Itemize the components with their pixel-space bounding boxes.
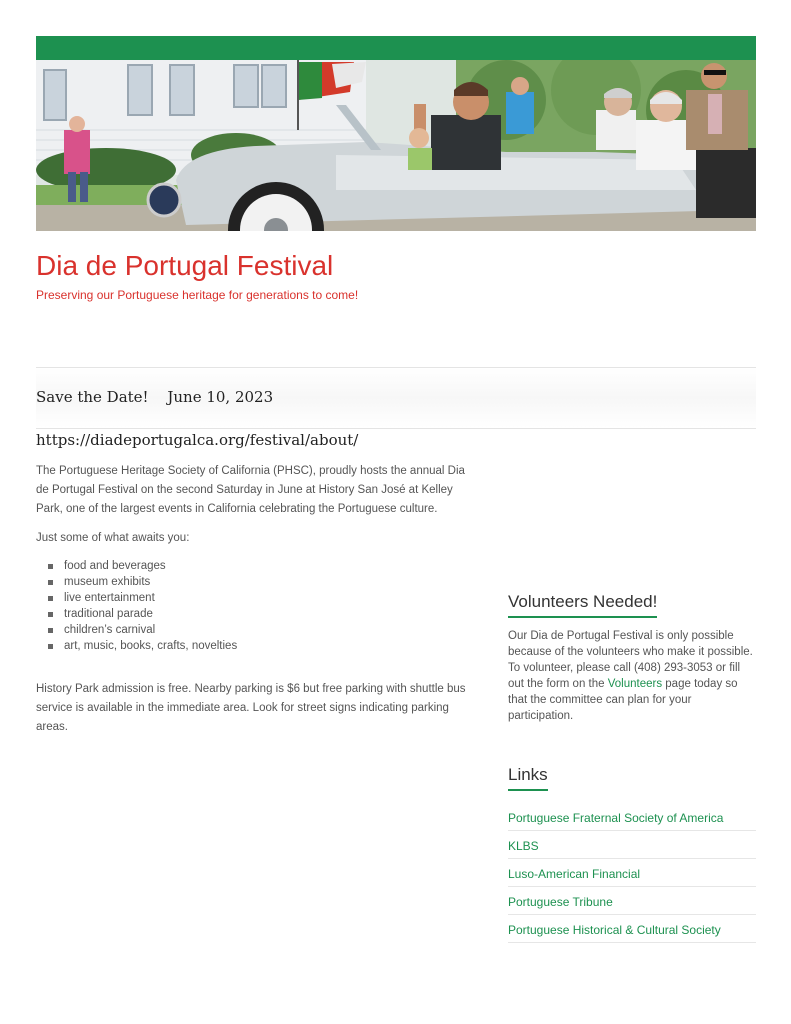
list-item: traditional parade	[46, 606, 476, 622]
list-item	[508, 859, 756, 887]
volunteers-text	[508, 628, 756, 724]
save-the-date	[36, 388, 273, 406]
links-widget	[508, 765, 756, 943]
main-content	[36, 462, 476, 747]
intro-paragraph: The Portuguese Heritage Society of California (PHSC), proudly hosts the annual Dia de Portugal Festival on the second Saturday in June at History San José at Kelley Park, one of the largest events in California celebrating the Portuguese culture.	[36, 465, 465, 515]
event-date: June 10, 2023	[167, 388, 274, 406]
list-item: art, music, books, crafts, novelties	[46, 638, 476, 654]
list-item	[508, 887, 756, 915]
header-accent-bar	[36, 36, 756, 60]
parade-car-photo	[36, 60, 756, 231]
save-the-date-banner	[36, 367, 756, 429]
list-item	[508, 803, 756, 831]
save-date-label: Save the Date!	[36, 388, 149, 406]
site-tagline: Preserving our Portuguese heritage for generations to come!	[36, 288, 359, 302]
list-heading: Just some of what awaits you:	[36, 532, 190, 544]
hero-photo	[36, 60, 756, 231]
links-list	[508, 803, 756, 943]
links-title: Links	[508, 765, 548, 791]
link-luso-american-financial[interactable]: Luso-American Financial	[508, 867, 641, 881]
volunteers-widget	[508, 592, 756, 724]
volunteers-text-before: Our Dia de Portugal Festival is only possible because of the volunteers who make it possible. To volunteer, please call (408) 293-3053 or fill out the form on the	[508, 630, 753, 690]
list-item: children’s carnival	[46, 622, 476, 638]
volunteers-text-after: page today so that the committee can plan for your participation.	[508, 678, 738, 722]
page-url: https://diadeportugalca.org/festival/about/	[36, 431, 359, 449]
list-item	[508, 915, 756, 943]
link-portuguese-fraternal-society[interactable]: Portuguese Fraternal Society of America	[508, 811, 724, 825]
admission-paragraph: History Park admission is free. Nearby parking is $6 but free parking with shuttle bus service is available in the immediate area. Look for street signs indicating parking areas.	[36, 683, 466, 733]
list-item	[508, 831, 756, 859]
volunteers-link[interactable]: Volunteers	[607, 678, 663, 690]
list-item: museum exhibits	[46, 574, 476, 590]
link-portuguese-tribune[interactable]: Portuguese Tribune	[508, 895, 613, 909]
list-item: live entertainment	[46, 590, 476, 606]
link-klbs[interactable]: KLBS	[508, 839, 539, 853]
attractions-list	[46, 558, 476, 654]
link-portuguese-historical-cultural-society[interactable]: Portuguese Historical & Cultural Society	[508, 923, 721, 937]
site-title[interactable]: Dia de Portugal Festival	[36, 250, 334, 281]
volunteers-title: Volunteers Needed!	[508, 592, 657, 618]
list-item: food and beverages	[46, 558, 476, 574]
